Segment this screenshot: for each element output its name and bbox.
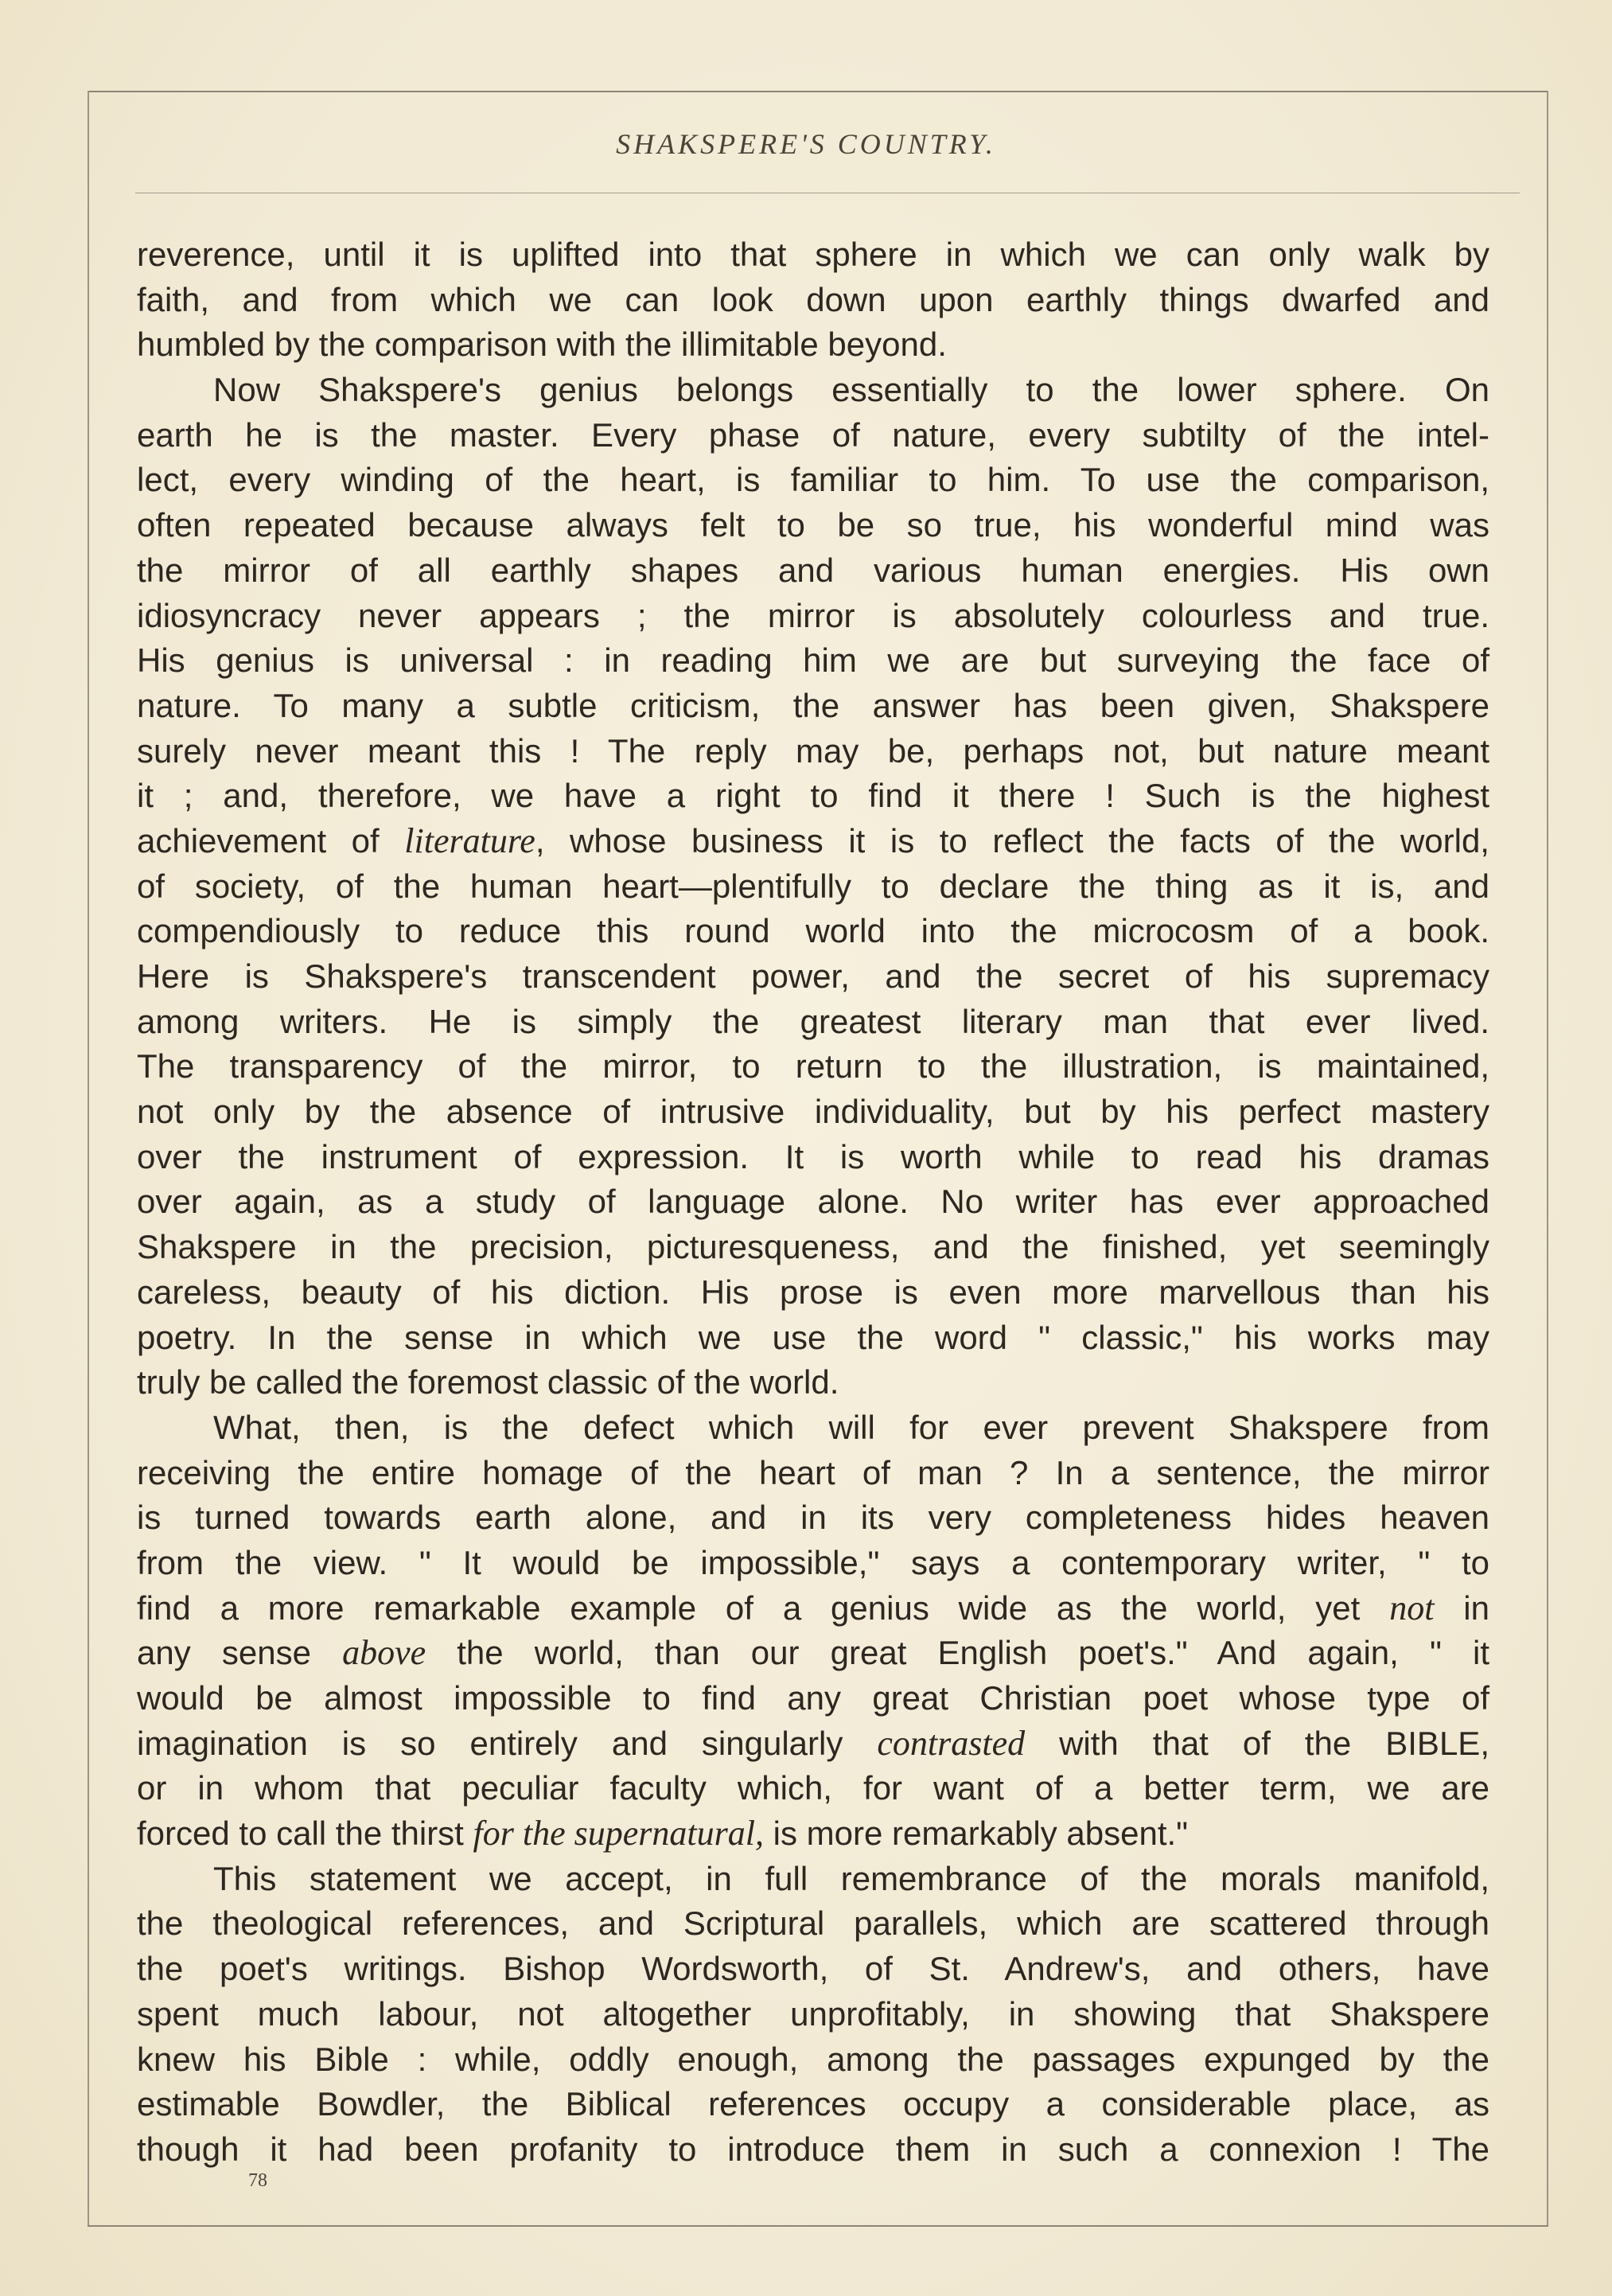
text-line: idiosyncracy never appears ; the mirror is absolutely colourless and true. bbox=[137, 596, 1489, 634]
text-line: reverence, until it is uplifted into that sphere in which we can only walk by bbox=[137, 236, 1489, 273]
right-border-rule bbox=[1547, 91, 1548, 2227]
text-line: surely never meant this ! The reply may be, perhaps not, but nature meant bbox=[137, 731, 1489, 770]
running-head: SHAKSPERE'S COUNTRY. bbox=[616, 128, 996, 160]
text-line: His genius is universal : in reading him we are but surveying the face of bbox=[137, 641, 1489, 680]
text-line: earth he is the master. Every phase of nature, every subtilty of the intel- bbox=[137, 415, 1489, 454]
text-line: not only by the absence of intrusive individuality, but by his perfect mastery bbox=[137, 1093, 1489, 1131]
text-line: knew his Bible : while, oddly enough, among the passages expunged by the bbox=[137, 2040, 1489, 2078]
top-border-rule bbox=[88, 91, 1548, 92]
text-line: over the instrument of expression. It is worth while to read his dramas bbox=[137, 1137, 1489, 1175]
text-line: over again, as a study of language alone. No writer has ever approached bbox=[137, 1183, 1489, 1221]
text-line: careless, beauty of his diction. His prose is even more marvellous than his bbox=[137, 1273, 1489, 1311]
text-line: spent much labour, not altogether unprofitably, in showing that Shakspere bbox=[137, 1994, 1489, 2033]
bottom-border-rule bbox=[88, 2225, 1548, 2227]
text-line: the poet's writings. Bishop Wordsworth, of St. Andrew's, and others, have bbox=[137, 1950, 1489, 1988]
text-line: What, then, is the defect which will for ever prevent Shakspere from bbox=[213, 1408, 1489, 1446]
page-number: 78 bbox=[248, 2170, 267, 2191]
text-line: is turned towards earth alone, and in its very completeness hides heaven bbox=[137, 1499, 1489, 1537]
text-line: nature. To many a subtle criticism, the answer has been given, Shakspere bbox=[137, 686, 1489, 724]
text-line: truly be called the foremost classic of the world. bbox=[137, 1363, 839, 1401]
text-line: though it had been profanity to introduce them in such a connexion ! The bbox=[137, 2130, 1489, 2168]
text-line: any sense above the world, than our great English poet's." And again, " it bbox=[137, 1633, 1489, 1673]
text-line: achievement of literature, whose business it is to reflect the facts of the world, bbox=[137, 821, 1489, 860]
text-line: the mirror of all earthly shapes and various human energies. His own bbox=[137, 551, 1489, 589]
text-line: among writers. He is simply the greatest literary man that ever lived. bbox=[137, 1002, 1489, 1040]
text-line: the theological references, and Scriptural parallels, which are scattered through bbox=[137, 1904, 1489, 1943]
text-line: lect, every winding of the heart, is familiar to him. To use the comparison, bbox=[137, 461, 1489, 499]
text-line: from the view. " It would be impossible," says a contemporary writer, " to bbox=[137, 1543, 1489, 1581]
text-line: compendiously to reduce this round world into the microcosm of a book. bbox=[137, 912, 1489, 950]
text-line: faith, and from which we can look down upon earthly things dwarfed and bbox=[137, 280, 1489, 318]
text-line: or in whom that peculiar faculty which, for want of a better term, we are bbox=[137, 1769, 1489, 1807]
text-line: imagination is so entirely and singularly contrasted with that of the BIBLE, bbox=[137, 1723, 1489, 1763]
left-border-rule bbox=[88, 91, 89, 2227]
body-text bbox=[137, 232, 1489, 2173]
text-line: humbled by the comparison with the illimitable beyond. bbox=[137, 325, 947, 364]
text-line: forced to call the thirst for the supernatural, is more remarkably absent." bbox=[137, 1814, 1189, 1854]
text-line: would be almost impossible to find any great Christian poet whose type of bbox=[137, 1679, 1489, 1717]
text-line: receiving the entire homage of the heart of man ? In a sentence, the mirror bbox=[137, 1453, 1489, 1491]
text-line: it ; and, therefore, we have a right to find it there ! Such is the highest bbox=[137, 777, 1489, 815]
text-line: often repeated because always felt to be so true, his wonderful mind was bbox=[137, 506, 1489, 544]
text-line: find a more remarkable example of a genius wide as the world, yet not in bbox=[137, 1588, 1489, 1627]
text-line: Shakspere in the precision, picturesqueness, and the finished, yet seemingly bbox=[137, 1228, 1489, 1266]
text-line: poetry. In the sense in which we use the word " classic," his works may bbox=[137, 1318, 1489, 1356]
text-line: estimable Bowdler, the Biblical references occupy a considerable place, as bbox=[137, 2085, 1489, 2123]
text-line: This statement we accept, in full remembrance of the morals manifold, bbox=[213, 1859, 1489, 1897]
text-line: Here is Shakspere's transcendent power, and the secret of his supremacy bbox=[137, 957, 1489, 995]
text-line: The transparency of the mirror, to return to the illustration, is maintained, bbox=[137, 1047, 1489, 1086]
text-line: of society, of the human heart—plentifully to declare the thing as it is, and bbox=[137, 867, 1489, 905]
text-line: Now Shakspere's genius belongs essentially to the lower sphere. On bbox=[213, 371, 1489, 409]
